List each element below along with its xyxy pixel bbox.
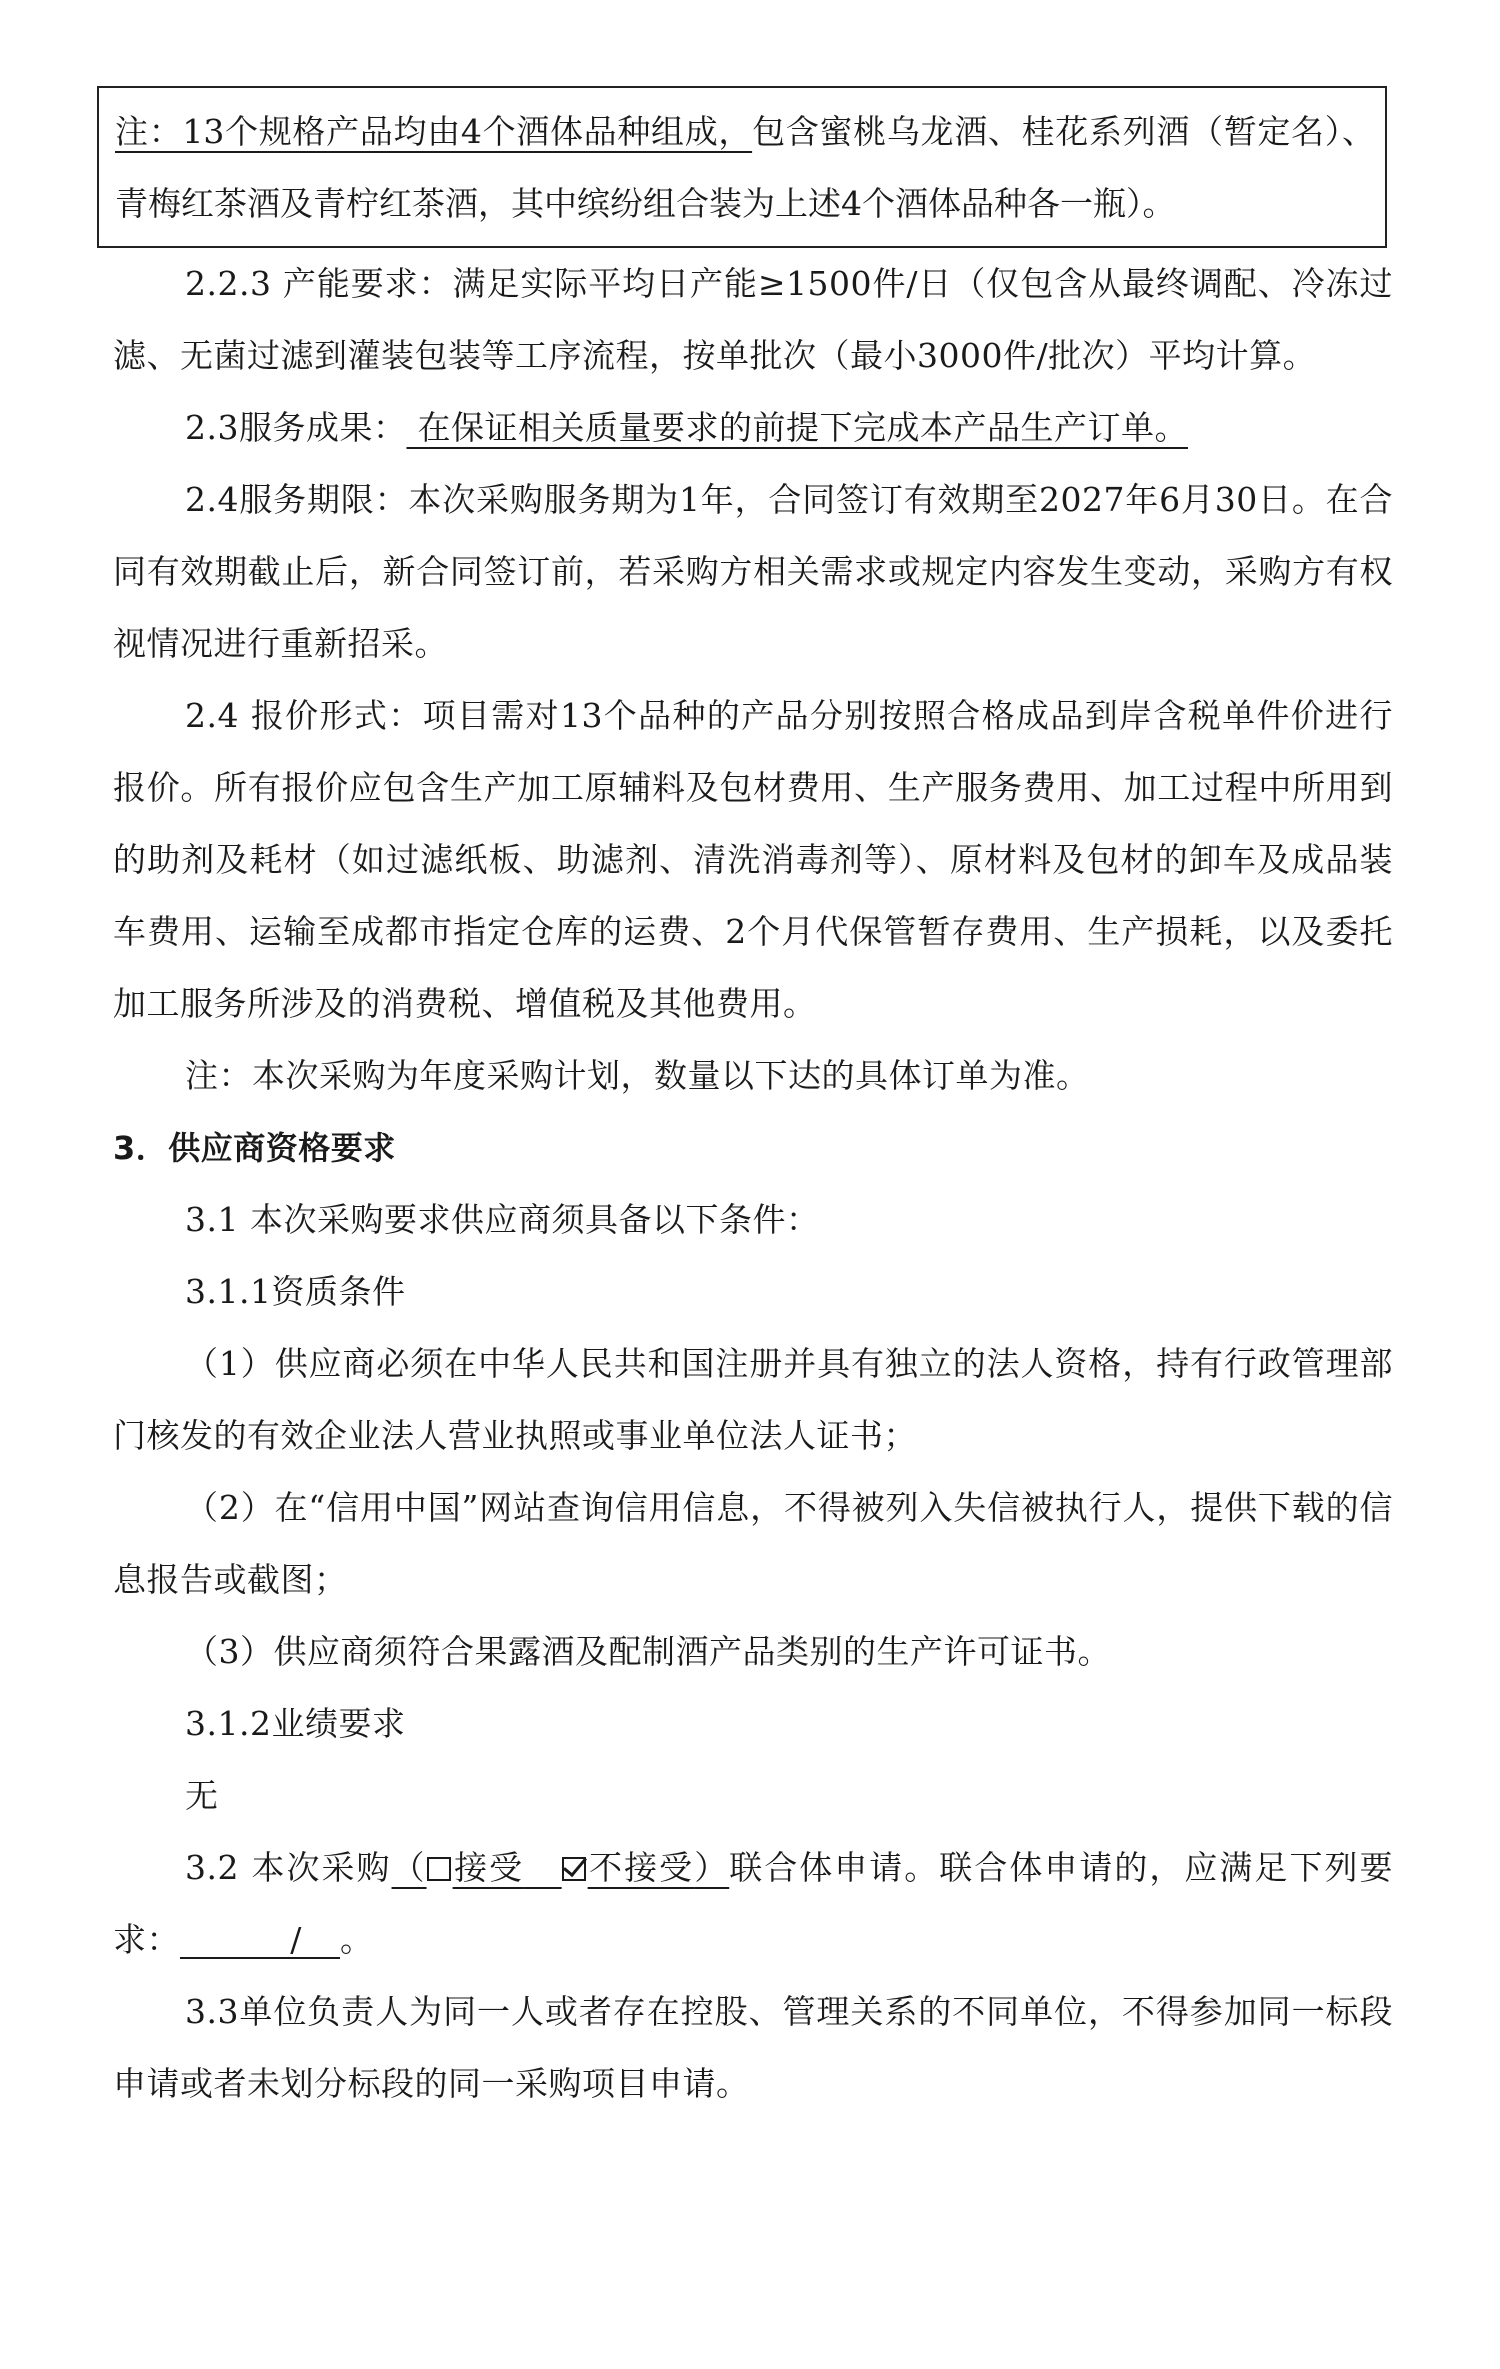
paragraph-condition-1: （1）供应商必须在中华人民共和国注册并具有独立的法人资格，持有行政管理部门核发的有效企业法人营业执照或事业单位法人证书； [113, 1344, 1393, 1455]
paragraph-2-3-value: 在保证相关质量要求的前提下完成本产品生产订单。 [406, 408, 1188, 447]
paragraph-3-2: 3.2 本次采购（ 接受 不接受）联合体申请。联合体申请的，应满足下列要求： / 。 [113, 1848, 1393, 1959]
reject-checkbox-checked-icon [562, 1857, 586, 1881]
paragraph-3-1-1: 3.1.1资质条件 [185, 1272, 406, 1311]
document-page [113, 86, 1393, 2120]
paragraph-2-4-quote: 2.4 报价形式：项目需对13个品种的产品分别按照合格成品到岸含税单件价进行报价。所有报价应包含生产加工原辅料及包材费用、生产服务费用、加工过程中所用到的助剂及耗材（如过滤纸板、助滤剂、清洗消毒剂等）、原材料及包材的卸车及成品装车费用、运输至成都市指定仓库的运费、2个月代保管暂存费用、生产损耗，以及委托加工服务所涉及的消费税、增值税及其他费用。 [113, 696, 1393, 1023]
paragraph-3-1: 3.1 本次采购要求供应商须具备以下条件： [185, 1200, 820, 1239]
paragraph-none: 无 [185, 1776, 219, 1815]
paragraph-2-2-3: 2.2.3 产能要求：满足实际平均日产能≥1500件/日（仅包含从最终调配、冷冻过滤、无菌过滤到灌装包装等工序流程，按单批次（最小3000件/批次）平均计算。 [113, 264, 1393, 375]
paragraph-3-1-2: 3.1.2业绩要求 [185, 1704, 406, 1743]
paragraph-condition-3: （3）供应商须符合果露酒及配制酒产品类别的生产许可证书。 [185, 1632, 1111, 1671]
paragraph-2-3 [113, 392, 1393, 464]
p32-suffix: 联合体申请。联合体申请的，应满足下列要求： [113, 1848, 1393, 1959]
note-text: 包含蜜桃乌龙酒、桂花系列酒（暂定名）、青梅红茶酒及青柠红茶酒，其中缤纷组合装为上述4个酒体品种各一瓶）。 [115, 112, 1375, 223]
accept-checkbox-icon [427, 1857, 451, 1881]
note-box [97, 86, 1387, 248]
joint-application-options: （ 接受 不接受） [391, 1848, 730, 1887]
requirement-blank: / [180, 1923, 340, 1959]
paragraph-condition-2: （2）在“信用中国”网站查询信用信息，不得被列入失信被执行人，提供下载的信息报告或截图； [113, 1488, 1393, 1599]
section-heading-3: 3．供应商资格要求 [113, 1129, 396, 1167]
paragraph-2-4-term: 2.4服务期限：本次采购服务期为1年，合同签订有效期至2027年6月30日。在合同有效期截止后，新合同签订前，若采购方相关需求或规定内容发生变动，采购方有权视情况进行重新招采。 [113, 480, 1393, 663]
paragraph-3-3: 3.3单位负责人为同一人或者存在控股、管理关系的不同单位，不得参加同一标段申请或者未划分标段的同一采购项目申请。 [113, 1992, 1393, 2103]
reject-option-label: 不接受 [587, 1848, 695, 1887]
paragraph-2-3-label: 2.3服务成果： [185, 408, 407, 447]
note-underlined-text: 注：13个规格产品均由4个酒体品种组成， [115, 112, 753, 151]
accept-option-label: 接受 [452, 1848, 525, 1887]
p32-prefix: 3.2 本次采购 [185, 1848, 392, 1887]
paragraph-note: 注：本次采购为年度采购计划，数量以下达的具体订单为准。 [185, 1056, 1090, 1095]
